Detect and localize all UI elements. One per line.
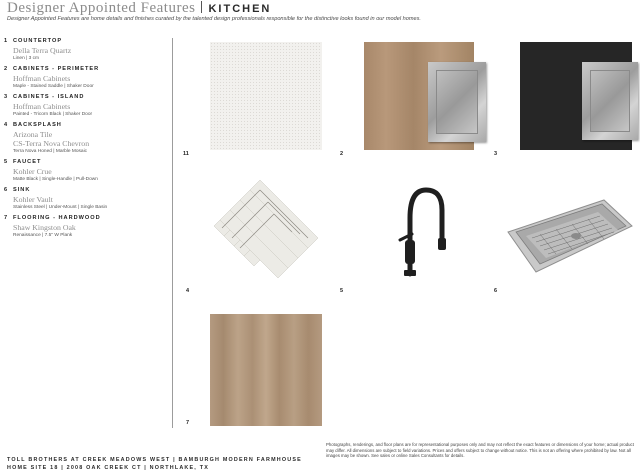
feature-category: SINK	[13, 187, 31, 193]
feature-number: 7	[4, 215, 9, 221]
feature-category: FLOORING - HARDWOOD	[13, 215, 101, 221]
perimeter-cabinet-swatch	[364, 42, 474, 150]
feature-item	[4, 94, 164, 118]
feature-category: FAUCET	[13, 159, 42, 165]
feature-detail: Renaissance | 7.5" W Plank	[13, 233, 73, 238]
island-cabinet-swatch	[520, 42, 632, 150]
shaker-door-sample	[582, 62, 638, 140]
feature-category: CABINETS - ISLAND	[13, 94, 85, 100]
feature-list	[4, 38, 164, 243]
tile-label: 3	[494, 151, 498, 157]
tile-label: 6	[494, 288, 498, 294]
faucet-image	[380, 178, 460, 290]
page-subtitle: Designer Appointed Features are home details and finishes curated by the talented design professionals responsible for the distinctive looks found in our model homes.	[7, 16, 421, 22]
shaker-door-sample	[428, 62, 486, 142]
page-title	[7, 0, 271, 16]
feature-detail: Stainless Steel | Under-Mount | Single Basin	[13, 205, 108, 210]
feature-number: 2	[4, 66, 9, 72]
tile-label: 7	[186, 420, 190, 426]
feature-product: Kohler Crue	[13, 167, 52, 176]
feature-product: Shaw Kingston Oak	[13, 223, 76, 232]
feature-product: Hoffman Cabinets	[13, 102, 71, 111]
tile-label: 2	[340, 151, 344, 157]
feature-product: Della Terra Quartz	[13, 46, 72, 55]
feature-item	[4, 122, 164, 155]
feature-number: 1	[4, 38, 9, 44]
tile-label: 4	[186, 288, 190, 294]
feature-product-line2: CS-Terra Nova Chevron	[13, 139, 90, 148]
feature-item	[4, 66, 164, 90]
feature-product: Hoffman Cabinets	[13, 74, 71, 83]
feature-number: 6	[4, 187, 9, 193]
community-info	[7, 456, 302, 472]
feature-category: BACKSPLASH	[13, 122, 62, 128]
feature-product: Arizona Tile	[13, 130, 53, 139]
feature-detail: Matte Black | Single-Handle | Pull-Down	[13, 177, 98, 182]
backsplash-chevron-swatch	[210, 176, 322, 288]
legal-disclaimer: Photographs, renderings, and floor plans are for representational purposes only and may not reflect the exact features or dimensions of your home; actual product may differ. All dimensions are subject to field variations. Prices and offers subject to change without notice. This is not an offering where prohibited by law. Not all images may be shown. See sales or online Sales Consultants for details.	[326, 442, 634, 459]
feature-detail: Painted - Tricorn Black | Shaker Door	[13, 112, 93, 117]
feature-category: CABINETS - PERIMETER	[13, 66, 100, 72]
feature-number: 4	[4, 122, 9, 128]
homesite-line: HOME SITE 18 | 2008 OAK CREEK CT | NORTHLAKE, TX	[7, 465, 209, 471]
title-divider	[201, 1, 202, 13]
feature-product: Kohler Vault	[13, 195, 53, 204]
tile-label: 5	[340, 288, 344, 294]
feature-item	[4, 187, 164, 211]
tile-label: 11	[183, 151, 189, 157]
hardwood-floor-swatch	[210, 314, 322, 426]
feature-number: 5	[4, 159, 9, 165]
community-line: TOLL BROTHERS AT CREEK MEADOWS WEST | BAMBURGH MODERN FARMHOUSE	[7, 457, 302, 463]
countertop-swatch	[210, 42, 322, 150]
feature-category: COUNTERTOP	[13, 38, 63, 44]
feature-item	[4, 215, 164, 239]
sink-image	[500, 192, 636, 282]
feature-detail: Maple - Stained Saddle | Shaker Door	[13, 84, 94, 89]
feature-number: 3	[4, 94, 9, 100]
vertical-divider	[172, 38, 173, 428]
feature-item	[4, 159, 164, 183]
feature-item	[4, 38, 164, 62]
feature-detail: Terra Nova Honed | Marble Mosaic	[13, 149, 88, 154]
title-text: Designer Appointed Features	[7, 0, 196, 16]
section-name: KITCHEN	[208, 3, 272, 15]
feature-detail: Linen | 3 cm	[13, 56, 40, 61]
